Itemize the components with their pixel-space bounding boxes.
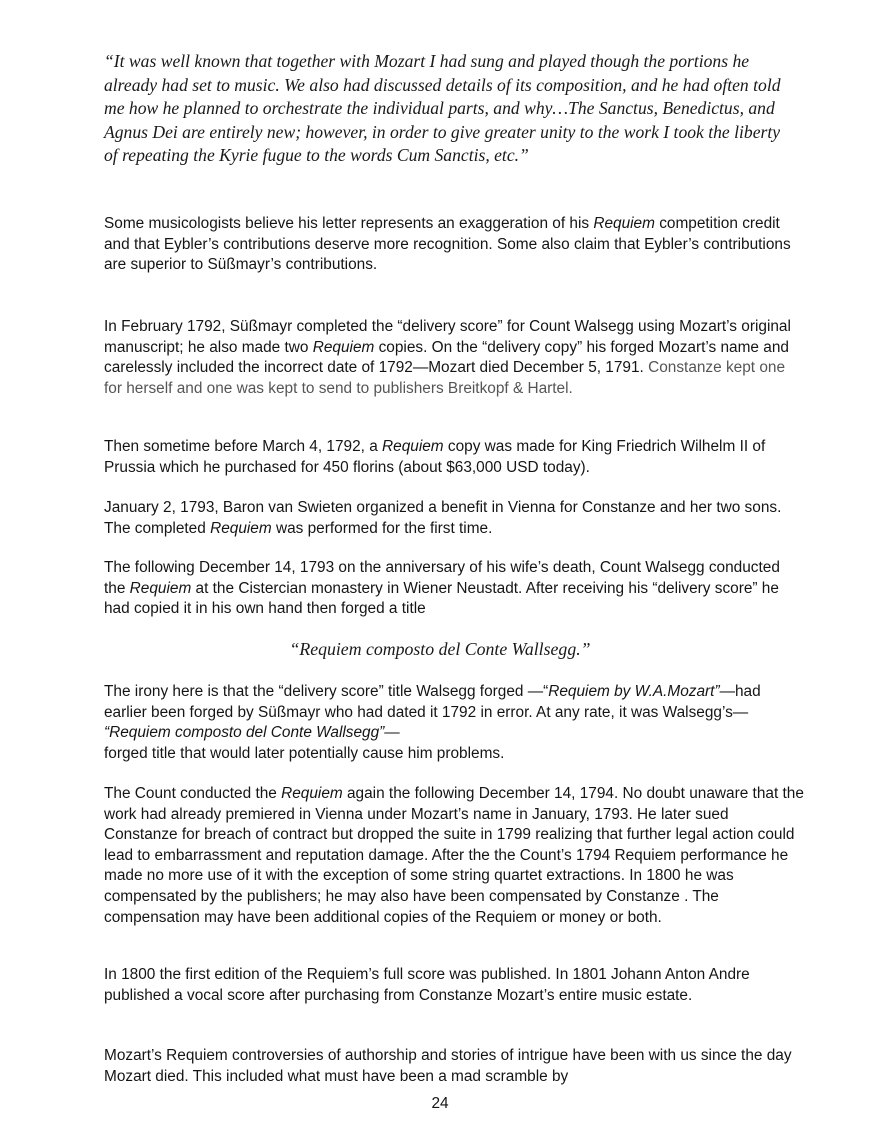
text-span: forged title that would later potentially cause him problems. <box>104 744 505 762</box>
paragraph-february-1792 <box>104 317 804 399</box>
text-span: was performed for the first time. <box>271 519 493 537</box>
text-span: In February 1792, Süßmayr completed the “delivery score” for Count Walsegg using Mozart’s original manuscript; he also made two <box>104 318 791 356</box>
italic-requiem: Requiem <box>281 785 343 802</box>
italic-requiem: Requiem <box>129 579 192 597</box>
paragraph-first-edition: In 1800 the first edition of the Requiem’s full score was published. In 1801 Johann Anton Andre published a vocal score after purchasing from Constanze Mozart’s entire music estate. <box>104 966 750 1004</box>
text-span: copy was made for King Friedrich Wilhelm II of Prussia which he purchased for 450 florins (about $63,000 USD today). <box>104 438 766 476</box>
text-span: January 2, 1793, Baron van Swieten organized a benefit in Vienna for Constanze and her two sons. The completed <box>104 499 782 537</box>
paragraph-december-1793 <box>104 558 804 620</box>
italic-requiem: Requiem <box>210 519 272 537</box>
block-quote: “It was well known that together with Mozart I had sung and played though the portions he already had set to music. We also had discussed details of its composition, and he had often told me how he planned to orchestrate the individual parts, and why…The Sanctus, Benedictus, and Agnus Dei are entirely new; however, in order to give greater unity to the work I took the liberty of repeating the Kyrie fugue to the words Cum Sanctis, etc.” <box>104 51 781 166</box>
grey-text-span: Constanze kept one for herself and one was kept to send to publishers Breitkopf & Hartel. <box>104 359 786 397</box>
paragraph-irony <box>104 682 804 764</box>
forged-title-center: “Requiem composto del Conte Wallsegg.” <box>289 639 591 659</box>
text-span: Some musicologists believe his letter represents an exaggeration of his <box>104 215 594 232</box>
paragraph-controversies: Mozart’s Requiem controversies of authorship and stories of intrigue have been with us since the day Mozart died. This included what must have been a mad scramble by <box>104 1047 792 1085</box>
text-span: competition credit and that Eybler’s contributions deserve more recognition. Some also claim that Eybler’s contributions are superior to Süßmayr’s contributions. <box>104 215 791 274</box>
paragraph-january-1793 <box>104 498 804 539</box>
page-number: 24 <box>431 1095 449 1112</box>
text-span: Then sometime before March 4, 1792, a <box>104 438 383 455</box>
italic-requiem: Requiem <box>593 215 655 232</box>
paragraph-musicologists <box>104 214 804 276</box>
text-span: at the Cistercian monastery in Wiener Neustadt. After receiving his “delivery score” he had copied it in his own hand then forged a title <box>104 579 779 618</box>
text-span: The irony here is that the “delivery score” title Walsegg forged —“ <box>104 683 549 700</box>
text-span: again the following December 14, 1794. No doubt unaware that the work had already premiered in Vienna under Mozart’s name in January, 1793. He later sued Constanze for breach of contract but dropped the suite in 1799 realizing that further legal action could lead to embarrassment and reputation damage. After the the Count’s 1794 Requiem performance he made no more use of it with the exception of some string quartet extractions. In 1800 he was compensated by the publishers; he may also have been compensated by Constanze . The compensation may have been additional copies of the Requiem or money or both. <box>104 785 804 926</box>
paragraph-march-1792 <box>104 437 804 478</box>
italic-requiem-walsegg: “Requiem composto del Conte Wallsegg”— <box>104 724 400 742</box>
text-span: The following December 14, 1793 on the anniversary of his wife’s death, Count Walsegg conducted the <box>104 559 780 597</box>
italic-requiem-mozart: Requiem by W.A.Mozart” <box>548 683 720 700</box>
italic-requiem: Requiem <box>382 438 444 455</box>
text-span: —had earlier been forged by Süßmayr who had dated it 1792 in error. At any rate, it was Walsegg’s— <box>104 683 761 721</box>
paragraph-count-conducted <box>104 784 804 928</box>
italic-requiem: Requiem <box>312 338 375 356</box>
text-span: The Count conducted the <box>104 785 282 802</box>
text-span: copies. On the “delivery copy” his forged Mozart’s name and carelessly included the incorrect date of 1792—Mozart died December 5, 1791. <box>104 338 789 377</box>
